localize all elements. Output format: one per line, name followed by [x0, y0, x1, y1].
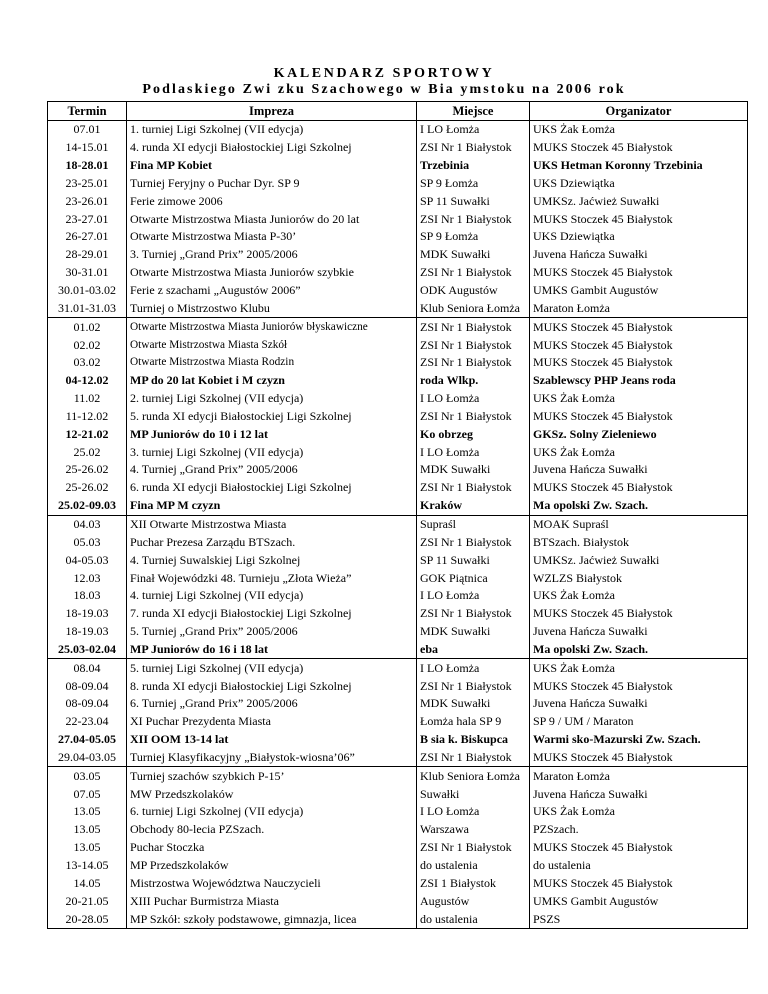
table-row — [48, 551, 748, 569]
date-cell: 27.04-05.05 — [48, 731, 127, 749]
date-cell: 30.01-03.02 — [48, 282, 127, 300]
table-row — [48, 767, 748, 785]
event-cell: Ferie z szachami „Augustów 2006” — [127, 282, 417, 300]
event-cell: 3. turniej Ligi Szkolnej (VII edycja) — [127, 443, 417, 461]
table-row — [48, 443, 748, 461]
date-cell: 18.03 — [48, 587, 127, 605]
date-cell: 25-26.02 — [48, 479, 127, 497]
table-row — [48, 479, 748, 497]
event-cell: 6. turniej Ligi Szkolnej (VII edycja) — [127, 803, 417, 821]
place-cell: ZSI Nr 1 Białystok — [417, 479, 530, 497]
table-row — [48, 408, 748, 426]
place-cell: roda Wlkp. — [417, 372, 530, 390]
date-cell: 12-21.02 — [48, 425, 127, 443]
date-cell: 20-21.05 — [48, 892, 127, 910]
date-cell: 04.03 — [48, 515, 127, 533]
place-cell: Suwałki — [417, 785, 530, 803]
place-cell: Klub Seniora Łomża — [417, 767, 530, 785]
place-cell: Augustów — [417, 892, 530, 910]
date-cell: 13.05 — [48, 821, 127, 839]
table-row — [48, 803, 748, 821]
place-cell: ZSI Nr 1 Białystok — [417, 749, 530, 767]
date-cell: 22-23.04 — [48, 713, 127, 731]
date-cell: 03.05 — [48, 767, 127, 785]
place-cell: do ustalenia — [417, 857, 530, 875]
date-cell: 08-09.04 — [48, 677, 127, 695]
place-cell: SP 9 Łomża — [417, 175, 530, 193]
event-cell: Puchar Stoczka — [127, 839, 417, 857]
organizer-cell: Szablewscy PHP Jeans roda — [530, 372, 748, 390]
date-cell: 04-05.03 — [48, 551, 127, 569]
place-cell: SP 11 Suwałki — [417, 192, 530, 210]
table-row — [48, 282, 748, 300]
table-row — [48, 910, 748, 928]
organizer-cell: MUKS Stoczek 45 Białystok — [530, 264, 748, 282]
date-cell: 01.02 — [48, 318, 127, 336]
organizer-cell: MUKS Stoczek 45 Białystok — [530, 318, 748, 336]
table-row — [48, 533, 748, 551]
event-cell: 2. turniej Ligi Szkolnej (VII edycja) — [127, 390, 417, 408]
date-cell: 13-14.05 — [48, 857, 127, 875]
event-cell: Obchody 80-lecia PZSzach. — [127, 821, 417, 839]
date-cell: 20-28.05 — [48, 910, 127, 928]
table-row — [48, 157, 748, 175]
table-row — [48, 713, 748, 731]
date-cell: 08-09.04 — [48, 695, 127, 713]
place-cell: I LO Łomża — [417, 390, 530, 408]
organizer-cell: UKS Hetman Koronny Trzebinia — [530, 157, 748, 175]
date-cell: 23-25.01 — [48, 175, 127, 193]
organizer-cell: Ma opolski Zw. Szach. — [530, 497, 748, 515]
date-cell: 26-27.01 — [48, 228, 127, 246]
date-cell: 25.03-02.04 — [48, 640, 127, 658]
place-cell: do ustalenia — [417, 910, 530, 928]
date-cell: 18-19.03 — [48, 623, 127, 641]
event-cell: MP Przedszkolaków — [127, 857, 417, 875]
date-cell: 08.04 — [48, 659, 127, 677]
date-cell: 25-26.02 — [48, 461, 127, 479]
place-cell: B sia k. Biskupca — [417, 731, 530, 749]
table-row — [48, 139, 748, 157]
event-cell: 8. runda XI edycji Białostockiej Ligi Szkolnej — [127, 677, 417, 695]
event-cell: Fina MP Kobiet — [127, 157, 417, 175]
organizer-cell: UKS Dziewiątka — [530, 228, 748, 246]
table-row — [48, 785, 748, 803]
table-row — [48, 892, 748, 910]
organizer-cell: UKS Żak Łomża — [530, 121, 748, 139]
event-cell: Finał Wojewódzki 48. Turnieju „Złota Wieża” — [127, 569, 417, 587]
event-cell: Fina MP M czyzn — [127, 497, 417, 515]
date-cell: 02.02 — [48, 336, 127, 354]
table-row — [48, 874, 748, 892]
organizer-cell: MUKS Stoczek 45 Białystok — [530, 605, 748, 623]
table-row — [48, 515, 748, 533]
organizer-cell: UKS Żak Łomża — [530, 390, 748, 408]
date-cell: 23-26.01 — [48, 192, 127, 210]
event-cell: 4. Turniej „Grand Prix” 2005/2006 — [127, 461, 417, 479]
date-cell: 29.04-03.05 — [48, 749, 127, 767]
organizer-cell: MUKS Stoczek 45 Białystok — [530, 749, 748, 767]
table-row — [48, 677, 748, 695]
table-row — [48, 246, 748, 264]
event-cell: Turniej o Mistrzostwo Klubu — [127, 299, 417, 317]
event-cell: 5. turniej Ligi Szkolnej (VII edycja) — [127, 659, 417, 677]
place-cell: I LO Łomża — [417, 659, 530, 677]
table-row — [48, 605, 748, 623]
place-cell: MDK Suwałki — [417, 623, 530, 641]
place-cell: ZSI Nr 1 Białystok — [417, 533, 530, 551]
date-cell: 31.01-31.03 — [48, 299, 127, 317]
table-row — [48, 857, 748, 875]
event-cell: MP Juniorów do 16 i 18 lat — [127, 640, 417, 658]
organizer-cell: PZSzach. — [530, 821, 748, 839]
header-impreza: Impreza — [127, 102, 417, 121]
date-cell: 18-28.01 — [48, 157, 127, 175]
table-row — [48, 587, 748, 605]
place-cell: ZSI Nr 1 Białystok — [417, 318, 530, 336]
place-cell: Trzebinia — [417, 157, 530, 175]
organizer-cell: BTSzach. Białystok — [530, 533, 748, 551]
table-row — [48, 497, 748, 515]
date-cell: 03.02 — [48, 354, 127, 372]
organizer-cell: Juvena Hańcza Suwałki — [530, 785, 748, 803]
organizer-cell: Juvena Hańcza Suwałki — [530, 461, 748, 479]
date-cell: 30-31.01 — [48, 264, 127, 282]
event-cell: MP Szkół: szkoły podstawowe, gimnazja, licea — [127, 910, 417, 928]
event-cell: XII Otwarte Mistrzostwa Miasta — [127, 515, 417, 533]
place-cell: ZSI Nr 1 Białystok — [417, 354, 530, 372]
table-row — [48, 192, 748, 210]
date-cell: 14-15.01 — [48, 139, 127, 157]
place-cell: eba — [417, 640, 530, 658]
event-cell: Otwarte Mistrzostwa Miasta P-30’ — [127, 228, 417, 246]
event-cell: 1. turniej Ligi Szkolnej (VII edycja) — [127, 121, 417, 139]
date-cell: 14.05 — [48, 874, 127, 892]
event-cell: XI Puchar Prezydenta Miasta — [127, 713, 417, 731]
date-cell: 23-27.01 — [48, 210, 127, 228]
table-row — [48, 299, 748, 317]
organizer-cell: UKS Żak Łomża — [530, 443, 748, 461]
header-miejsce: Miejsce — [417, 102, 530, 121]
place-cell: I LO Łomża — [417, 803, 530, 821]
organizer-cell: UKS Dziewiątka — [530, 175, 748, 193]
table-body — [48, 121, 748, 929]
event-cell: Turniej Feryjny o Puchar Dyr. SP 9 — [127, 175, 417, 193]
organizer-cell: UMKSz. Jaćwież Suwałki — [530, 192, 748, 210]
table-row — [48, 749, 748, 767]
organizer-cell: MUKS Stoczek 45 Białystok — [530, 677, 748, 695]
organizer-cell: Warmi sko-Mazurski Zw. Szach. — [530, 731, 748, 749]
event-cell: Turniej szachów szybkich P-15’ — [127, 767, 417, 785]
organizer-cell: Maraton Łomża — [530, 767, 748, 785]
event-cell: XII OOM 13-14 lat — [127, 731, 417, 749]
table-row — [48, 623, 748, 641]
table-row — [48, 264, 748, 282]
table-row — [48, 640, 748, 658]
date-cell: 11.02 — [48, 390, 127, 408]
calendar-subtitle: Podlaskiego Zwi zku Szachowego w Bia ymstoku na 2006 rok — [142, 82, 626, 97]
event-cell: 7. runda XI edycji Białostockiej Ligi Szkolnej — [127, 605, 417, 623]
organizer-cell: PSZS — [530, 910, 748, 928]
table-header-row — [48, 102, 748, 121]
date-cell: 25.02-09.03 — [48, 497, 127, 515]
organizer-cell: MUKS Stoczek 45 Białystok — [530, 408, 748, 426]
event-cell: MW Przedszkolaków — [127, 785, 417, 803]
place-cell: ZSI 1 Białystok — [417, 874, 530, 892]
place-cell: Łomża hala SP 9 — [417, 713, 530, 731]
place-cell: ZSI Nr 1 Białystok — [417, 210, 530, 228]
event-cell: XIII Puchar Burmistrza Miasta — [127, 892, 417, 910]
place-cell: I LO Łomża — [417, 121, 530, 139]
place-cell: Warszawa — [417, 821, 530, 839]
table-row — [48, 695, 748, 713]
event-cell: Turniej Klasyfikacyjny „Białystok-wiosna’06” — [127, 749, 417, 767]
organizer-cell: MUKS Stoczek 45 Białystok — [530, 210, 748, 228]
table-row — [48, 569, 748, 587]
event-cell: Otwarte Mistrzostwa Miasta Juniorów szybkie — [127, 264, 417, 282]
event-cell: Otwarte Mistrzostwa Miasta Rodzin — [127, 354, 417, 372]
organizer-cell: MUKS Stoczek 45 Białystok — [530, 336, 748, 354]
place-cell: MDK Suwałki — [417, 461, 530, 479]
event-cell: Puchar Prezesa Zarządu BTSzach. — [127, 533, 417, 551]
date-cell: 13.05 — [48, 803, 127, 821]
organizer-cell: UMKS Gambit Augustów — [530, 892, 748, 910]
place-cell: I LO Łomża — [417, 443, 530, 461]
table-row — [48, 461, 748, 479]
event-cell: 4. turniej Ligi Szkolnej (VII edycja) — [127, 587, 417, 605]
event-cell: 4. Turniej Suwalskiej Ligi Szkolnej — [127, 551, 417, 569]
place-cell: MDK Suwałki — [417, 695, 530, 713]
organizer-cell: MUKS Stoczek 45 Białystok — [530, 354, 748, 372]
place-cell: ZSI Nr 1 Białystok — [417, 264, 530, 282]
table-row — [48, 390, 748, 408]
event-cell: Otwarte Mistrzostwa Miasta Juniorów błyskawiczne — [127, 318, 417, 336]
date-cell: 04-12.02 — [48, 372, 127, 390]
event-cell: MP Juniorów do 10 i 12 lat — [127, 425, 417, 443]
organizer-cell: WZLZS Białystok — [530, 569, 748, 587]
organizer-cell: MUKS Stoczek 45 Białystok — [530, 874, 748, 892]
date-cell: 12.03 — [48, 569, 127, 587]
table-row — [48, 731, 748, 749]
table-row — [48, 354, 748, 372]
organizer-cell: UKS Żak Łomża — [530, 659, 748, 677]
organizer-cell: UMKSz. Jaćwież Suwałki — [530, 551, 748, 569]
table-row — [48, 210, 748, 228]
organizer-cell: SP 9 / UM / Maraton — [530, 713, 748, 731]
organizer-cell: MUKS Stoczek 45 Białystok — [530, 839, 748, 857]
organizer-cell: MUKS Stoczek 45 Białystok — [530, 479, 748, 497]
event-cell: Otwarte Mistrzostwa Miasta Szkół — [127, 336, 417, 354]
place-cell: Ko obrzeg — [417, 425, 530, 443]
event-cell: 5. runda XI edycji Białostockiej Ligi Szkolnej — [127, 408, 417, 426]
place-cell: ZSI Nr 1 Białystok — [417, 839, 530, 857]
calendar-title: KALENDARZ SPORTOWY — [273, 66, 495, 81]
date-cell: 05.03 — [48, 533, 127, 551]
event-cell: Ferie zimowe 2006 — [127, 192, 417, 210]
place-cell: Kraków — [417, 497, 530, 515]
organizer-cell: Juvena Hańcza Suwałki — [530, 623, 748, 641]
table-row — [48, 336, 748, 354]
event-cell: MP do 20 lat Kobiet i M czyzn — [127, 372, 417, 390]
table-row — [48, 175, 748, 193]
place-cell: ZSI Nr 1 Białystok — [417, 336, 530, 354]
event-cell: 5. Turniej „Grand Prix” 2005/2006 — [127, 623, 417, 641]
place-cell: ZSI Nr 1 Białystok — [417, 677, 530, 695]
table-row — [48, 659, 748, 677]
place-cell: Klub Seniora Łomża — [417, 299, 530, 317]
date-cell: 07.01 — [48, 121, 127, 139]
place-cell: SP 9 Łomża — [417, 228, 530, 246]
date-cell: 18-19.03 — [48, 605, 127, 623]
organizer-cell: MOAK Supraśl — [530, 515, 748, 533]
event-cell: 3. Turniej „Grand Prix” 2005/2006 — [127, 246, 417, 264]
organizer-cell: Maraton Łomża — [530, 299, 748, 317]
table-row — [48, 372, 748, 390]
date-cell: 25.02 — [48, 443, 127, 461]
organizer-cell: MUKS Stoczek 45 Białystok — [530, 139, 748, 157]
organizer-cell: Juvena Hańcza Suwałki — [530, 246, 748, 264]
organizer-cell: GKSz. Solny Zieleniewo — [530, 425, 748, 443]
date-cell: 07.05 — [48, 785, 127, 803]
place-cell: I LO Łomża — [417, 587, 530, 605]
calendar-table — [47, 101, 748, 929]
table-row — [48, 839, 748, 857]
place-cell: GOK Piątnica — [417, 569, 530, 587]
place-cell: ODK Augustów — [417, 282, 530, 300]
table-row — [48, 425, 748, 443]
table-row — [48, 228, 748, 246]
event-cell: 4. runda XI edycji Białostockiej Ligi Szkolnej — [127, 139, 417, 157]
organizer-cell: UKS Żak Łomża — [530, 587, 748, 605]
event-cell: 6. Turniej „Grand Prix” 2005/2006 — [127, 695, 417, 713]
header-organizator: Organizator — [530, 102, 748, 121]
organizer-cell: Ma opolski Zw. Szach. — [530, 640, 748, 658]
table-row — [48, 821, 748, 839]
organizer-cell: do ustalenia — [530, 857, 748, 875]
date-cell: 13.05 — [48, 839, 127, 857]
place-cell: ZSI Nr 1 Białystok — [417, 605, 530, 623]
place-cell: ZSI Nr 1 Białystok — [417, 408, 530, 426]
organizer-cell: UMKS Gambit Augustów — [530, 282, 748, 300]
date-cell: 28-29.01 — [48, 246, 127, 264]
table-row — [48, 121, 748, 139]
date-cell: 11-12.02 — [48, 408, 127, 426]
place-cell: Supraśl — [417, 515, 530, 533]
place-cell: SP 11 Suwałki — [417, 551, 530, 569]
table-row — [48, 318, 748, 336]
organizer-cell: UKS Żak Łomża — [530, 803, 748, 821]
event-cell: 6. runda XI edycji Białostockiej Ligi Szkolnej — [127, 479, 417, 497]
place-cell: MDK Suwałki — [417, 246, 530, 264]
organizer-cell: Juvena Hańcza Suwałki — [530, 695, 748, 713]
place-cell: ZSI Nr 1 Białystok — [417, 139, 530, 157]
event-cell: Otwarte Mistrzostwa Miasta Juniorów do 20 lat — [127, 210, 417, 228]
event-cell: Mistrzostwa Województwa Nauczycieli — [127, 874, 417, 892]
header-termin: Termin — [48, 102, 127, 121]
